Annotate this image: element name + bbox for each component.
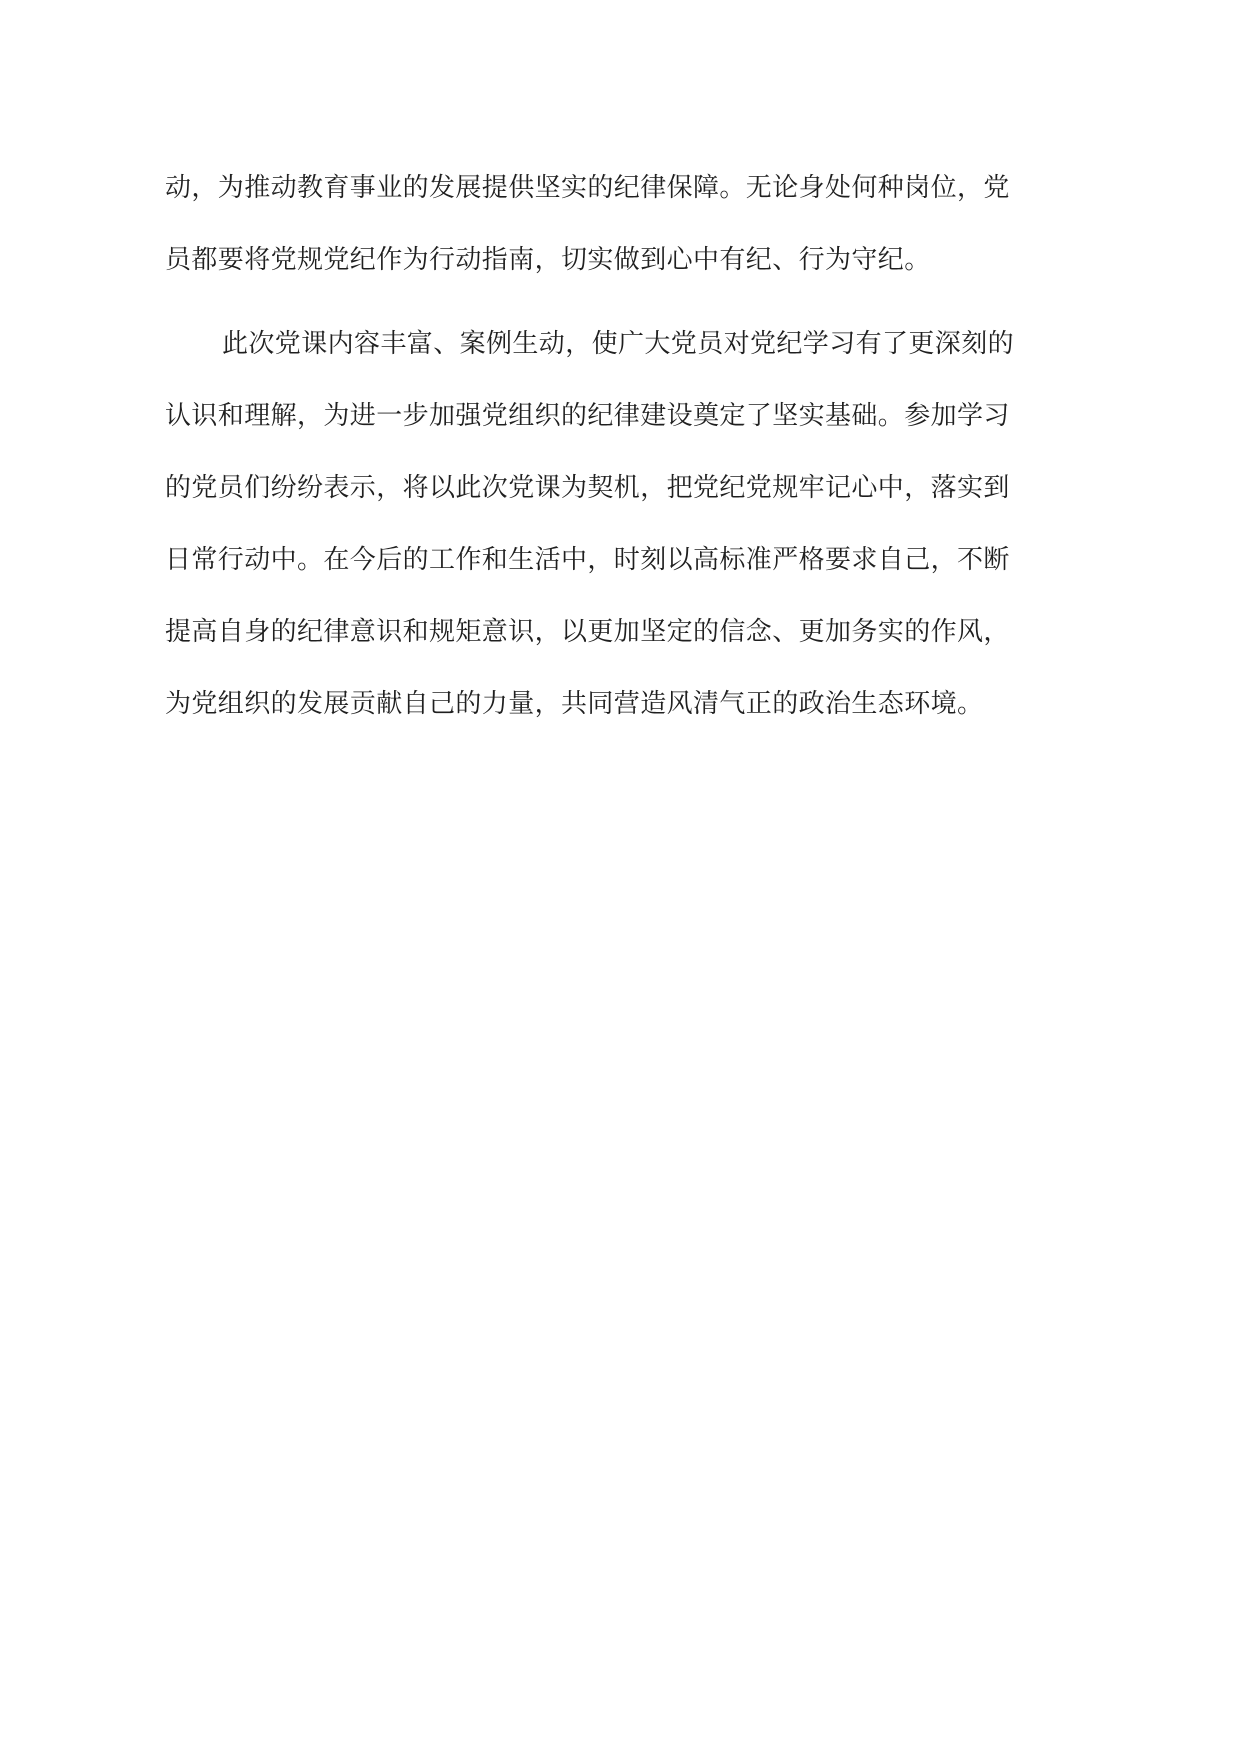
text-line: 员都要将党规党纪作为行动指南，切实做到心中有纪、行为守纪。 bbox=[165, 245, 931, 275]
text-line: 此次党课内容丰富、案例生动，使广大党员对党纪学习有了更深刻的 bbox=[222, 329, 1015, 359]
paragraph-2 bbox=[165, 320, 1075, 752]
text-line: 为党组织的发展贡献自己的力量，共同营造风清气正的政治生态环境。 bbox=[165, 689, 984, 719]
text-line: 的党员们纷纷表示，将以此次党课为契机，把党纪党规牢记心中，落实到 bbox=[165, 473, 1010, 503]
text-line: 动，为推动教育事业的发展提供坚实的纪律保障。无论身处何种岗位，党 bbox=[165, 173, 1010, 203]
text-line: 日常行动中。在今后的工作和生活中，时刻以高标准严格要求自己，不断 bbox=[165, 545, 1010, 575]
paragraph-1 bbox=[165, 164, 1075, 308]
text-line: 认识和理解，为进一步加强党组织的纪律建设奠定了坚实基础。参加学习 bbox=[165, 401, 1010, 431]
text-line: 提高自身的纪律意识和规矩意识，以更加坚定的信念、更加务实的作风， bbox=[165, 617, 1010, 647]
